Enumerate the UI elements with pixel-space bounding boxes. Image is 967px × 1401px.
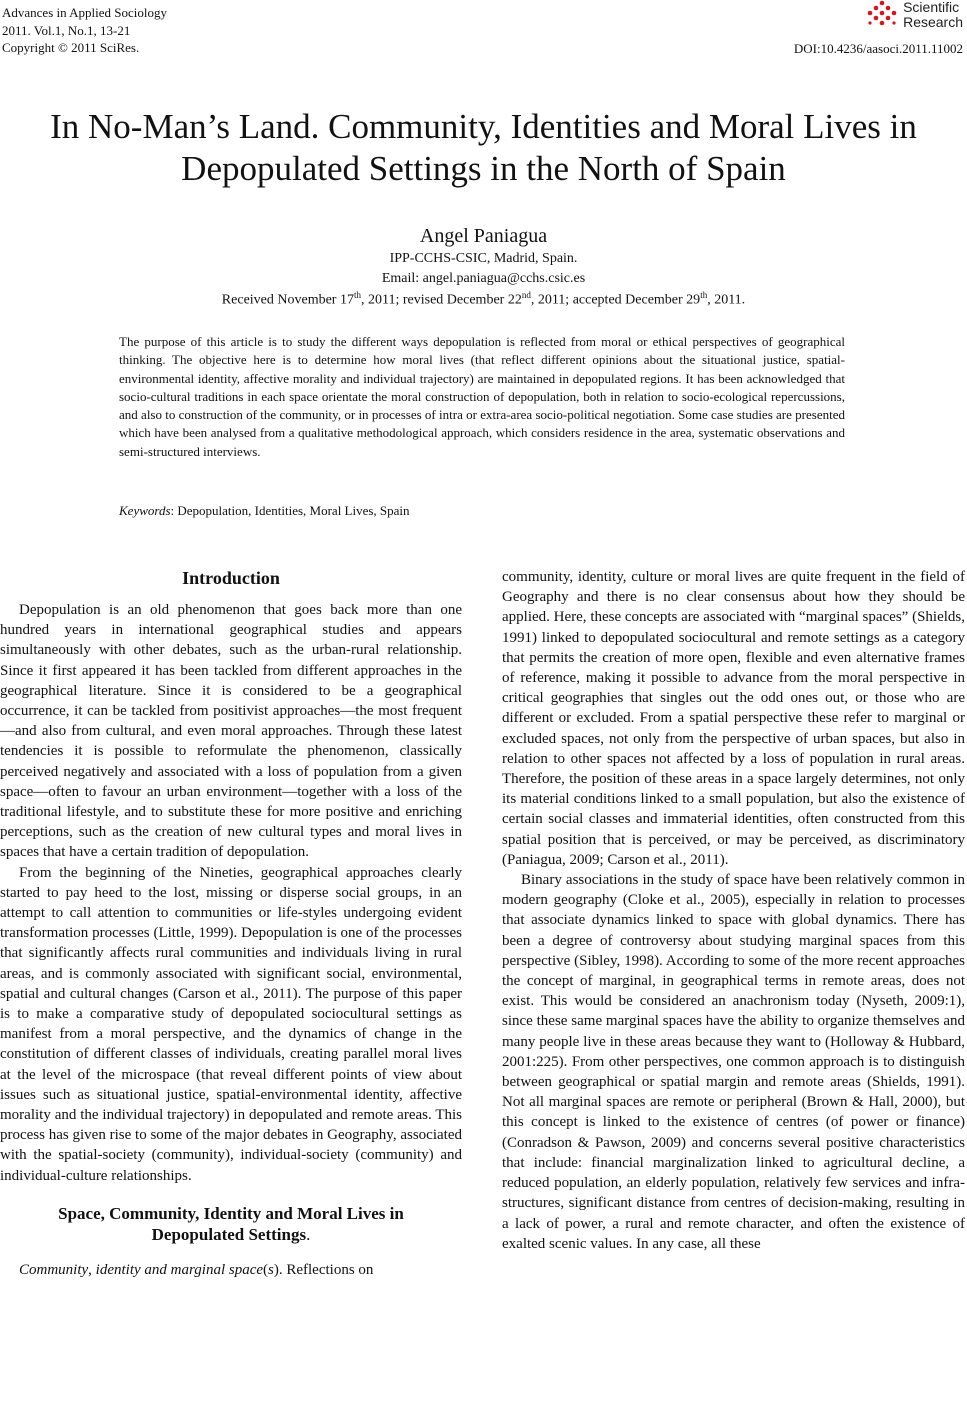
logo-text-line1: Scientific bbox=[903, 0, 960, 15]
author-affiliation: IPP-CCHS-CSIC, Madrid, Spain. bbox=[389, 251, 578, 266]
copyright: Copyright © 2011 SciRes. bbox=[2, 40, 140, 55]
logo-text-line2: Research bbox=[903, 14, 963, 30]
right-column bbox=[502, 567, 965, 1254]
section-heading-space-community: Space, Community, Identity and Moral Lives in Depopulated Settings. bbox=[58, 1203, 404, 1244]
body-paragraph: Binary associations in the study of space have been relatively common in modern geography (Cloke et al., 2005), especially in relation to processes that associate dynamics linked to space with global dynamics. There has been a degree of controversy about studying marginal spaces from this perspective (Sibley, 1998). According to some of the more recent approaches the concept of marginal, in geographical terms in remote areas, does not exist. This would be considered an anachronism today (Nyseth, 2009:1), since these same marginal spaces have the ability to organize themselves and many people live in these areas because they want to (Holloway & Hubbard, 2001:225). From other perspectives, one common approach is to distinguish between geographical or spatial margin and remote areas (Shields, 1991). Not all marginal spaces are remote or peripheral (Brown & Hall, 2000), but this concept is linked to the existence of centres (of power or finance) (Conradson & Pawson, 2009) and concerns several positive characteristics that include: financial marginalization linked to agricultural decline, a reduced population, an elderly population, relatively few services and infrastructures, significant distance from centres of decision-making, resulting in a lack of power, a rural and remote character, and often the existence of exalted scenic values. In any case, all these bbox=[502, 872, 965, 1252]
abstract: The purpose of this article is to study the different ways depopulation is reflected from moral or ethical perspectives of geographical thinking. The objective here is to determine how moral lives (that reflect different opinions about the situational justice, spatial-environmental identity, affective morality and individual trajectory) are maintained in depopulated regions. It has been acknowledged that socio-cultural traditions in each space orientate the moral construction of depopulation, both in relation to socio-ecological repercussions, and also to construction of the community, or in processes of intra or extra-area socio-political negotiation. Some case studies are presented which have been analysed from a qualitative methodological approach, which considers residence in the area, systematic observations and semi-structured interviews. bbox=[119, 334, 845, 459]
doi: DOI:10.4236/aasoci.2011.11002 bbox=[793, 41, 963, 56]
running-header bbox=[2, 4, 167, 57]
title-line-1: In No-Man’s Land. Community, Identities and Moral Lives in bbox=[50, 107, 917, 146]
publisher-logo bbox=[864, 0, 963, 30]
author-name: Angel Paniagua bbox=[419, 225, 548, 247]
received-dates: Received November 17th, 2011; revised December 22nd, 2011; accepted December 29th, 2011. bbox=[221, 290, 746, 308]
keywords-list: : Depopulation, Identities, Moral Lives, Spain bbox=[170, 503, 410, 518]
body-paragraph: Depopulation is an old phenomenon that goes back more than one hundred years in international geographical studies and appears simultaneously with other debates, such as the urban-rural relationship. Since it first appeared it has been tackled from different approaches in the geographical literature. Since it is considered to be a geographical occurrence, it can be tackled from positivist approaches—the most frequent—and also from cultural, and even moral approaches. Through these latest tendencies it is possible to reformulate the phenomenon, classically perceived negatively and associated with a loss of population from a given space—often to favour an urban environment—together with a loss of the traditional lifestyle, and to substitute these for more positive and enriching perceptions, such as the creation of new cultural types and moral lives in spaces that have a certain tradition of depopulation. bbox=[0, 602, 462, 861]
section-heading-introduction: Introduction bbox=[182, 568, 280, 588]
title-line-2: Depopulated Settings in the North of Spain bbox=[181, 149, 786, 188]
scientific-research-logo-icon bbox=[864, 0, 900, 30]
paper-title bbox=[0, 106, 967, 190]
body-paragraph: community, identity, culture or moral lives are quite frequent in the field of Geography and there is no clear consensus about how they should be applied. Here, these concepts are associated with “marginal spaces” (Shields, 1991) linked to depopulated sociocultural and remote settings as a category that permits the creation of more open, flexible and even alternative frames of reference, making it possible to advance from the moral perspective in critical geographies that singles out the odd ones out, or those who are different or excluded. From a spatial perspective these refer to marginal or excluded spaces, not only from the perspective of urban spaces, but also in relation to other spaces not affected by a loss of population in rural areas. Therefore, the position of these areas in a space largely determines, not only its material conditions linked to a small population, but also the existence of certain social classes and immaterial identities, often constructed from this spatial position that is perceived, or may be perceived, as discriminatory (Paniagua, 2009; Carson et al., 2011). bbox=[502, 569, 965, 868]
author-email: Email: angel.paniagua@cchs.csic.es bbox=[381, 271, 586, 286]
body-paragraph: From the beginning of the Nineties, geographical approaches clearly started to pay heed to the lost, missing or disperse social groups, in an attempt to call attention to communities or life-styles undergoing evident transformation processes (Little, 1999). Depopulation is one of the processes that significantly affects rural communities and individuals living in rural areas, and is commonly associated with significant social, environmental, spatial and cultural changes (Carson et al., 2011). The purpose of this paper is to make a comparative study of depopulated sociocultural settings as manifest from a moral perspective, and the dynamics of change in the constitution of different classes of individuals, creating parallel moral lives at the level of the microspace (that reveal different points of view about issues such as situational justice, spatial-environmental identity, affective morality and the individual trajectory) in depopulated and remote areas. This process has given rise to some of the major debates in Geography, associated with the spatial-society (community), individual-society (community) and individual-culture relationships. bbox=[0, 864, 462, 1184]
keywords bbox=[119, 503, 410, 519]
journal-volume: 2011. Vol.1, No.1, 13-21 bbox=[2, 22, 131, 38]
subsection-lead-paragraph: Community, identity and marginal space(s). Reflections on bbox=[19, 1261, 374, 1278]
left-column bbox=[0, 567, 462, 1280]
keywords-label: Keywords bbox=[119, 503, 171, 518]
journal-name: Advances in Applied Sociology bbox=[2, 5, 168, 20]
